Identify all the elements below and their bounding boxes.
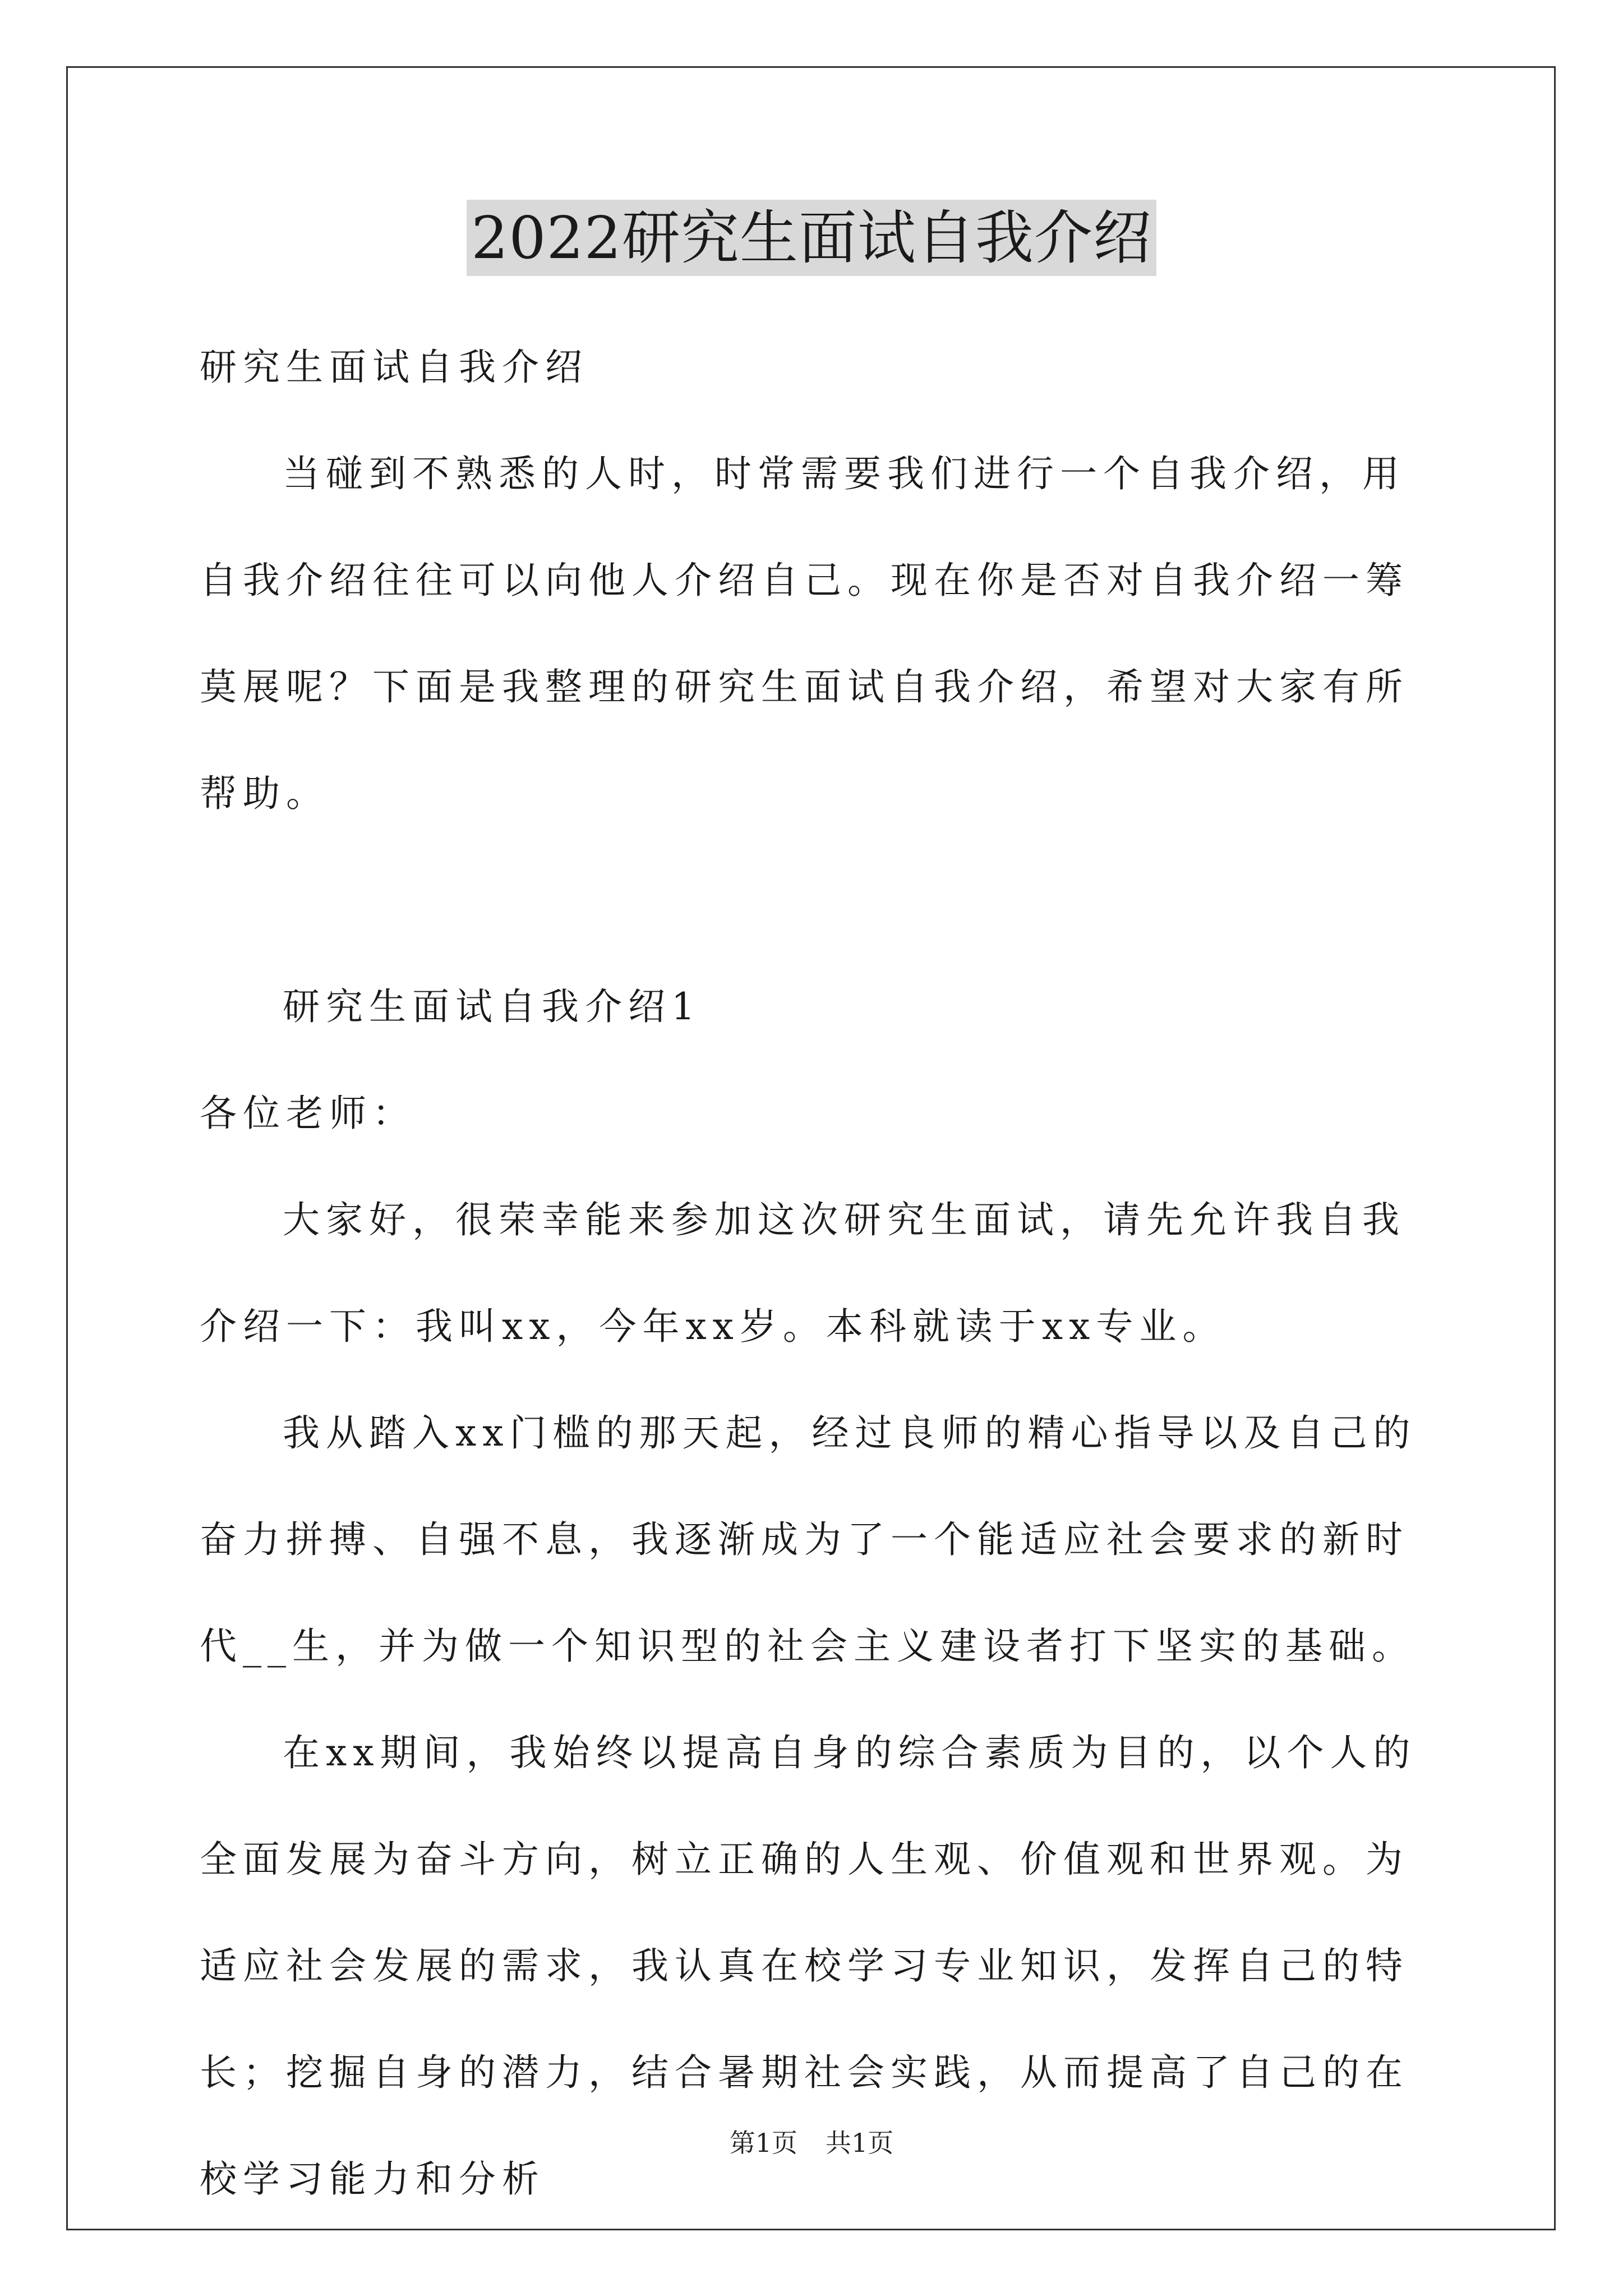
section-heading: 研究生面试自我介绍1 bbox=[283, 985, 701, 1028]
intro-paragraph: 当碰到不熟悉的人时，时常需要我们进行一个自我介绍，用自我介绍往往可以向他人介绍自己。现在你是否对自我介绍一筹莫展呢？下面是我整理的研究生面试自我介绍，希望对大家有所帮助。 bbox=[200, 452, 1409, 815]
body-paragraph-development: 在xx期间，我始终以提高自身的综合素质为目的，以个人的全面发展为奋斗方向，树立正确的人生观、价值观和世界观。为适应社会发展的需求，我认真在校学习专业知识，发挥自己的特长；挖掘自身的潜力，结合暑期社会实践，从而提高了自己的在校学习能力和分析 bbox=[200, 1731, 1417, 2201]
body-paragraph-growth: 我从踏入xx门槛的那天起，经过良师的精心指导以及自己的奋力拼搏、自强不息，我逐渐成为了一个能适应社会要求的新时代__生，并为做一个知识型的社会主义建设者打下坚实的基础。 bbox=[200, 1411, 1417, 1668]
title-container bbox=[0, 200, 1623, 276]
page-footer bbox=[0, 2126, 1623, 2160]
document-body bbox=[200, 314, 1429, 2233]
salutation-paragraph: 各位老师： bbox=[200, 1092, 416, 1135]
page-number: 第1页 bbox=[729, 2128, 797, 2158]
paragraph-spacer bbox=[200, 847, 1429, 954]
page-total: 共1页 bbox=[826, 2128, 894, 2158]
body-paragraph-greeting: 大家好，很荣幸能来参加这次研究生面试，请先允许我自我介绍一下：我叫xx，今年xx岁。本科就读于xx专业。 bbox=[200, 1198, 1405, 1348]
subtitle-paragraph: 研究生面试自我介绍 bbox=[200, 346, 588, 389]
document-title: 2022研究生面试自我介绍 bbox=[467, 200, 1156, 276]
